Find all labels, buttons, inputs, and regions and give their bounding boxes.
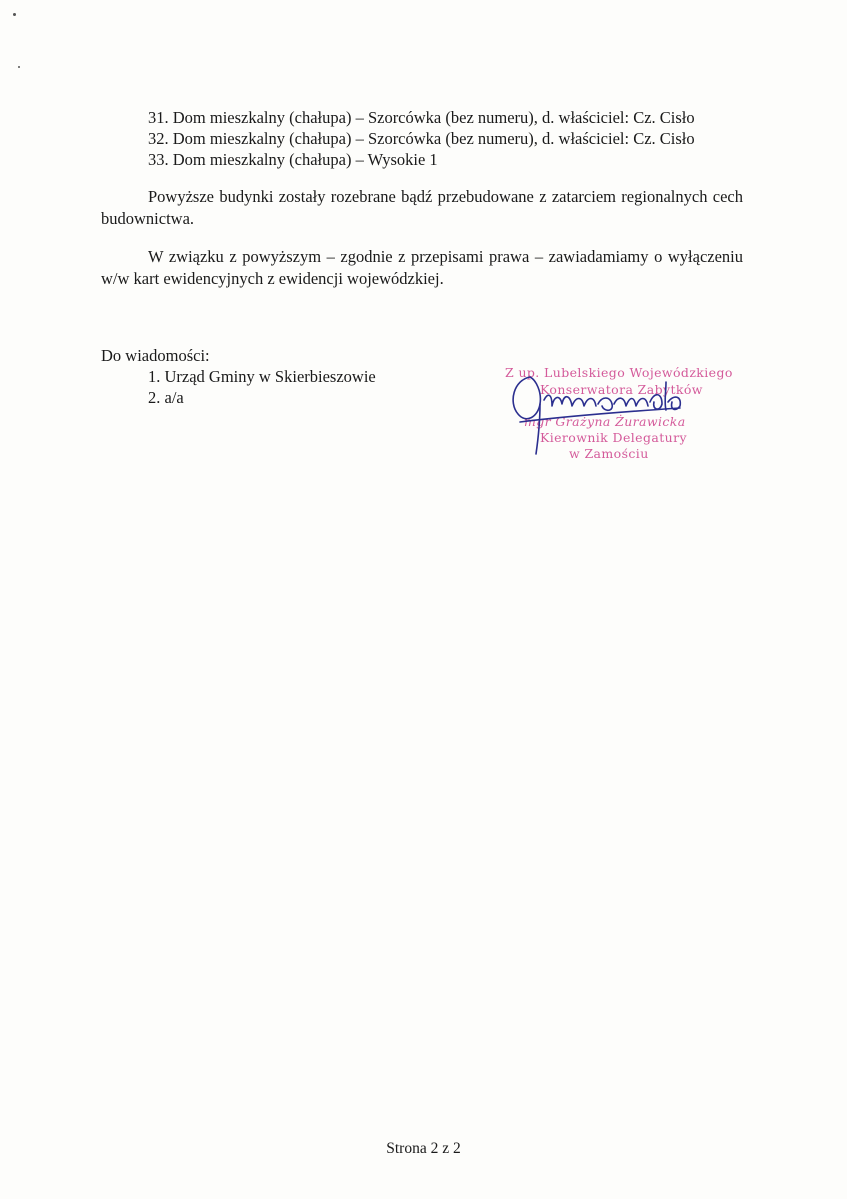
list-item: 32. Dom mieszkalny (chałupa) – Szorcówka (bez numeru), d. właściciel: Cz. Cisło xyxy=(148,129,695,148)
page-number: Strona 2 z 2 xyxy=(386,1140,461,1157)
page-footer xyxy=(0,1140,847,1158)
notice-paragraph: W związku z powyższym – zgodnie z przepisami prawa – zawiadamiamy o wyłączeniu w/w kart ewidencyjnych z ewidencji wojewódzkiej. xyxy=(101,247,743,288)
list-item: 33. Dom mieszkalny (chałupa) – Wysokie 1 xyxy=(148,150,438,169)
list-item: 31. Dom mieszkalny (chałupa) – Szorcówka (bez numeru), d. właściciel: Cz. Cisło xyxy=(148,108,695,127)
cc-heading: Do wiadomości: xyxy=(101,346,210,365)
cc-recipient: 2. a/a xyxy=(148,388,184,407)
stamp-line: w Zamościu xyxy=(569,446,649,461)
cc-recipient: 1. Urząd Gminy w Skierbieszowie xyxy=(148,367,376,386)
stamp-line: Kierownik Delegatury xyxy=(540,430,687,445)
building-list xyxy=(148,107,695,170)
scan-artifact xyxy=(18,66,20,68)
scan-artifact xyxy=(13,13,16,16)
cc-list xyxy=(148,366,376,408)
stamp-line: Z up. Lubelskiego Wojewódzkiego xyxy=(505,365,733,380)
demolished-paragraph: Powyższe budynki zostały rozebrane bądź przebudowane z zatarciem regionalnych cech budownictwa. xyxy=(101,187,743,228)
stamp-line: Konserwatora Zabytków xyxy=(540,382,703,397)
stamp-line: mgr Grażyna Żurawicka xyxy=(524,414,686,429)
handwritten-signature xyxy=(500,362,740,467)
